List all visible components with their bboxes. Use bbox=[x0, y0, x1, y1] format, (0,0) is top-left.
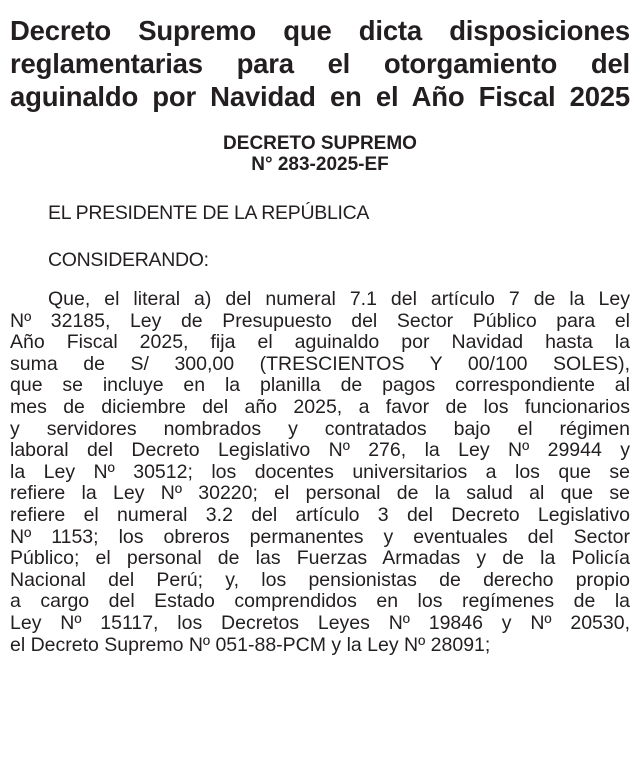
paragraph-line: la Ley Nº 30512; los docentes universitarios a los que se bbox=[10, 460, 630, 483]
paragraph-line: el Decreto Supremo Nº 051-88-PCM y la Ley Nº 28091; bbox=[10, 633, 491, 656]
headline-line: Decreto Supremo que dicta disposiciones bbox=[10, 15, 630, 46]
document-page bbox=[10, 0, 630, 656]
paragraph-line: mes de diciembre del año 2025, a favor de los funcionarios bbox=[10, 395, 630, 418]
section-label: CONSIDERANDO: bbox=[48, 249, 209, 271]
paragraph-line: Año Fiscal 2025, fija el aguinaldo por Navidad hasta la bbox=[10, 331, 630, 354]
decree-number: N° 283-2025-EF bbox=[251, 154, 389, 175]
paragraph-line: Nº 1153; los obreros permanentes y eventuales del Sector bbox=[10, 525, 630, 548]
paragraph-line: refiere el numeral 3.2 del artículo 3 del Decreto Legislativo bbox=[10, 503, 630, 526]
headline-line: aguinaldo por Navidad en el Año Fiscal 2025 bbox=[10, 81, 630, 112]
paragraph-line: Nacional del Perú; y, los pensionistas de derecho propio bbox=[10, 568, 630, 591]
headline-line: reglamentarias para el otorgamiento del bbox=[10, 48, 630, 79]
paragraph-line: y servidores nombrados y contratados bajo el régimen bbox=[10, 417, 630, 440]
paragraph-line: Nº 32185, Ley de Presupuesto del Sector Público para el bbox=[10, 309, 630, 332]
issuer-line: EL PRESIDENTE DE LA REPÚBLICA bbox=[48, 202, 370, 224]
considerando-paragraph bbox=[10, 289, 630, 656]
paragraph-line: a cargo del Estado comprendidos en los regímenes de la bbox=[10, 590, 630, 613]
headline bbox=[10, 0, 630, 113]
paragraph-line: que se incluye en la planilla de pagos correspondiente al bbox=[10, 374, 630, 397]
paragraph-line: laboral del Decreto Legislativo Nº 276, la Ley Nº 29944 y bbox=[10, 439, 630, 462]
paragraph-line: suma de S/ 300,00 (TRESCIENTOS Y 00/100 SOLES), bbox=[10, 352, 630, 375]
paragraph-line: Que, el literal a) del numeral 7.1 del artículo 7 de la Ley bbox=[48, 288, 630, 310]
paragraph-line: Ley Nº 15117, los Decretos Leyes Nº 19846 y Nº 20530, bbox=[10, 611, 630, 634]
paragraph-line: refiere la Ley Nº 30220; el personal de la salud al que se bbox=[10, 482, 630, 505]
decree-type: DECRETO SUPREMO bbox=[223, 133, 417, 154]
decree-header bbox=[10, 133, 630, 175]
paragraph-line: Público; el personal de las Fuerzas Armadas y de la Policía bbox=[10, 547, 630, 570]
